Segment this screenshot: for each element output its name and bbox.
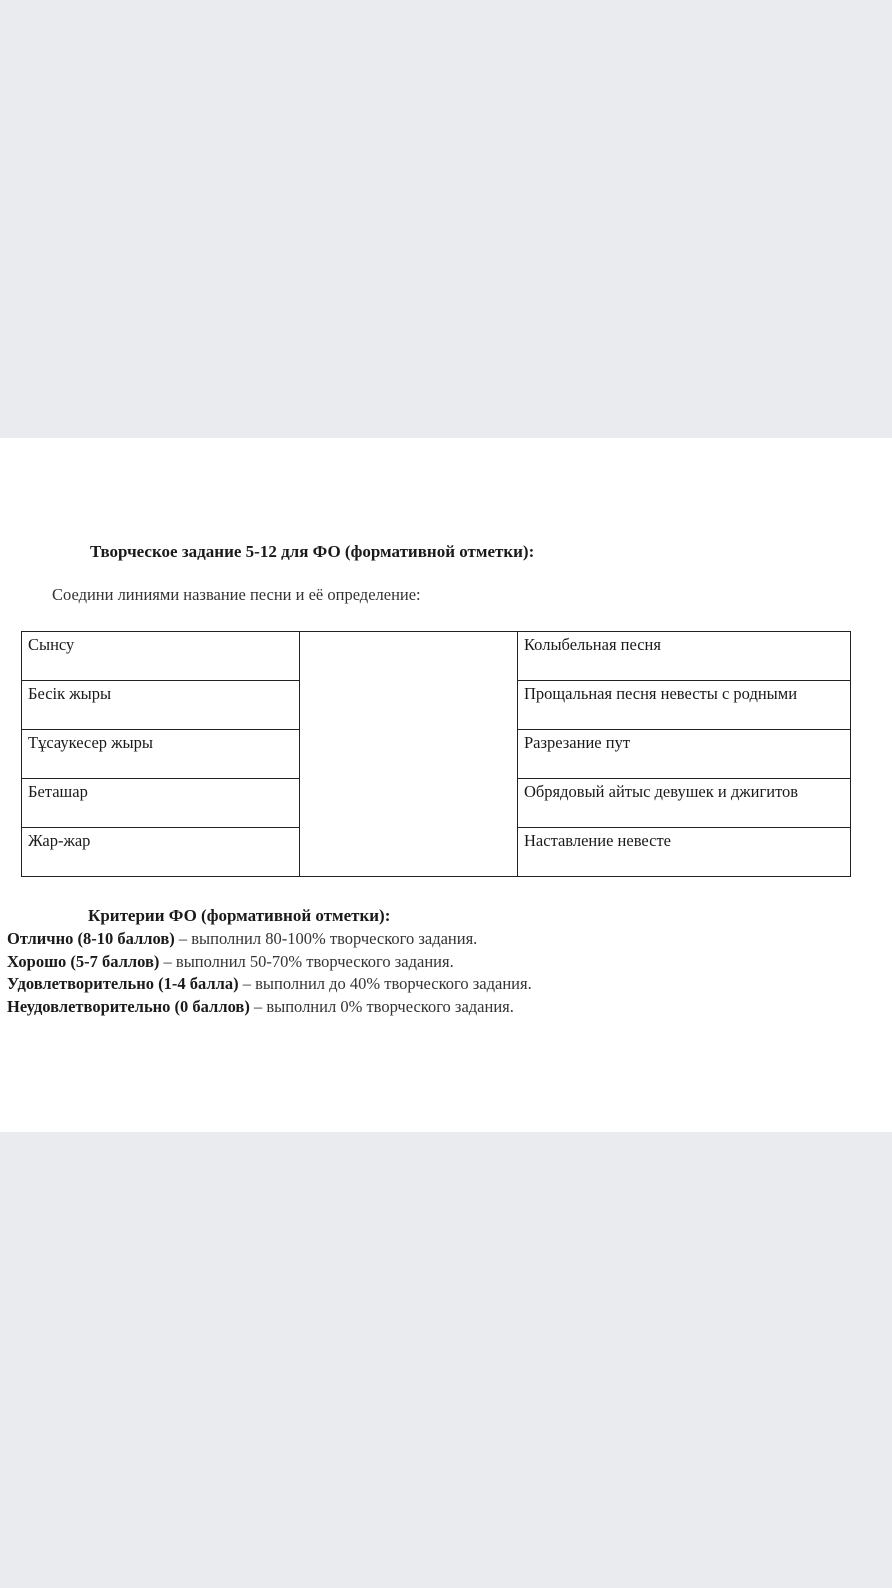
criteria-item <box>7 951 532 974</box>
connection-area-cell <box>300 632 518 877</box>
song-name-cell: Бесік жыры <box>22 681 300 730</box>
criteria-grade: Хорошо (5-7 баллов) <box>7 951 160 971</box>
criteria-grade: Отлично (8-10 баллов) <box>7 929 175 948</box>
song-definition-cell: Наставление невесте <box>518 828 851 877</box>
task-instruction: Соедини линиями название песни и её определение: <box>52 585 421 604</box>
song-name-cell: Сынсу <box>22 632 300 681</box>
criteria-text: – выполнил 0% творческого задания. <box>249 996 514 1016</box>
criteria-text: – выполнил до 40% творческого задания. <box>238 974 532 993</box>
criteria-title: Критерии ФО (формативной отметки): <box>88 906 391 925</box>
criteria-grade: Неудовлетворительно (0 баллов) <box>7 996 250 1016</box>
song-definition-cell: Колыбельная песня <box>518 632 851 681</box>
criteria-text: – выполнил 80-100% творческого задания. <box>174 929 478 948</box>
criteria-text: – выполнил 50-70% творческого задания. <box>159 951 454 971</box>
song-definition-cell: Прощальная песня невесты с родными <box>518 681 851 730</box>
song-name-cell: Тұсаукесер жыры <box>22 730 300 779</box>
song-definition-cell: Обрядовый айтыс девушек и джигитов <box>518 779 851 828</box>
table-row <box>22 632 851 681</box>
criteria-item <box>7 973 532 996</box>
criteria-item <box>7 928 532 951</box>
criteria-list <box>7 928 532 1018</box>
criteria-grade: Удовлетворительно (1-4 балла) <box>7 974 239 993</box>
song-definition-cell: Разрезание пут <box>518 730 851 779</box>
song-name-cell: Жар-жар <box>22 828 300 877</box>
song-name-cell: Беташар <box>22 779 300 828</box>
matching-table <box>21 631 851 877</box>
criteria-item <box>7 996 532 1019</box>
document-page <box>0 438 892 1132</box>
task-title: Творческое задание 5-12 для ФО (формативной отметки): <box>90 542 535 561</box>
